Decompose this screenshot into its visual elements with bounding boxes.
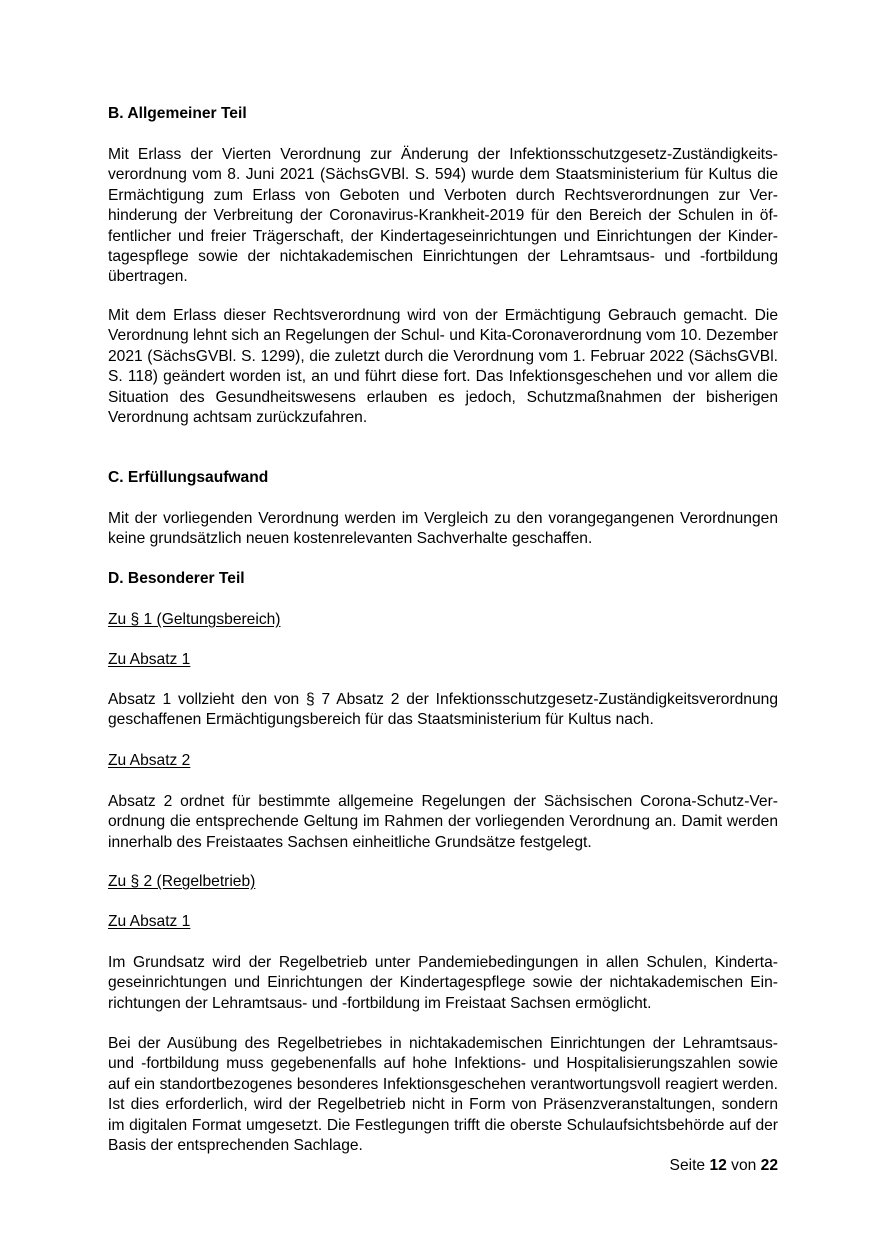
paragraph-2-absatz-1-title: Zu Absatz 1 bbox=[108, 913, 191, 930]
section-c-heading: C. Erfüllungsaufwand bbox=[108, 469, 269, 486]
page-number-prefix: Seite bbox=[669, 1157, 706, 1174]
page-number-total: 22 bbox=[760, 1157, 778, 1174]
section-b-paragraph-2: Mit dem Erlass dieser Rechtsverordnung wird von der Ermächtigung Gebrauch gemacht. Die Verordnung lehnt sich an Regelungen der Schul- und Kita-Coronaverordnung vom 10. Dezember 2021 (SächsGVBl. S. 1299), die zuletzt durch die Verordnung vom 1. Februar 2022 (SächsGVBl. S. 118) geändert worden ist, an und führt diese fort. Das Infektionsgeschehen und vor allem die Situation des Gesundheitswesens erlauben es jedoch, Schutzmaßnahmen der bisherigen Verordnung achtsam zurückzufahren. bbox=[108, 307, 778, 427]
section-c-paragraph-1: Mit der vorliegenden Verordnung werden im Vergleich zu den vorangegangenen Verordnungen keine grundsätzlich neuen kostenrelevanten Sachverhalte geschaffen. bbox=[108, 510, 778, 548]
paragraph-1-absatz-2-title: Zu Absatz 2 bbox=[108, 752, 191, 769]
paragraph-1-absatz-1-title: Zu Absatz 1 bbox=[108, 651, 191, 668]
paragraph-2-absatz-1-text-2: Bei der Ausübung des Regelbetriebes in nichtakademischen Einrichtungen der Lehramtsaus- und -fortbildung muss gegebenenfalls auf hohe Infektions- und Hospitalisierungszahlen sowie auf ein standortbezogenes besonderes Infektionsgeschehen verantwortungsvoll reagiert werden. Ist dies erforderlich, wird der Regelbetrieb nicht in Form von Präsenzveranstaltungen, sondern im digitalen Format umgesetzt. Die Festlegungen trifft die oberste Schulaufsichtsbehörde auf der Basis der entsprechenden Sachlage. bbox=[108, 1035, 778, 1155]
paragraph-2-title: Zu § 2 (Regelbetrieb) bbox=[108, 873, 256, 890]
section-b-heading: B. Allgemeiner Teil bbox=[108, 105, 247, 122]
section-d-heading: D. Besonderer Teil bbox=[108, 570, 245, 587]
page-number-separator: von bbox=[731, 1157, 757, 1174]
paragraph-2-absatz-1-text: Im Grundsatz wird der Regelbetrieb unter Pandemiebedingungen in allen Schulen, Kindertageseinrichtungen und Einrichtungen der Kindertagespflege sowie der nichtakademischen Einrichtungen der Lehramtsaus- und -fortbildung im Freistaat Sachsen ermöglicht. bbox=[108, 954, 778, 1012]
paragraph-1-title: Zu § 1 (Geltungsbereich) bbox=[108, 611, 281, 628]
section-b-paragraph-1: Mit Erlass der Vierten Verordnung zur Änderung der Infektionsschutzgesetz-Zuständigkeitsverordnung vom 8. Juni 2021 (SächsGVBl. S. 594) wurde dem Staatsministerium für Kultus die Ermächtigung zum Erlass von Geboten und Verboten durch Rechtsverordnungen zur Verhinderung der Verbreitung der Coronavirus-Krankheit-2019 für den Bereich der Schulen in öffentlicher und freier Trägerschaft, der Kindertageseinrichtungen und Einrichtungen der Kindertagespflege sowie der nichtakademischen Einrichtungen der Lehramtsaus- und -fortbildung übertragen. bbox=[108, 146, 778, 286]
paragraph-1-absatz-1-text: Absatz 1 vollzieht den von § 7 Absatz 2 der Infektionsschutzgesetz-Zuständigkeitsverordnung geschaffenen Ermächtigungsbereich für das Staatsministerium für Kultus nach. bbox=[108, 691, 778, 729]
page-number-current: 12 bbox=[709, 1157, 727, 1174]
page-number bbox=[670, 1156, 778, 1176]
paragraph-1-absatz-2-text: Absatz 2 ordnet für bestimmte allgemeine Regelungen der Sächsischen Corona-Schutz-Verordnung die entsprechende Geltung im Rahmen der vorliegenden Verordnung an. Damit werden innerhalb des Freistaates Sachsen einheitliche Grundsätze festgelegt. bbox=[108, 793, 778, 851]
